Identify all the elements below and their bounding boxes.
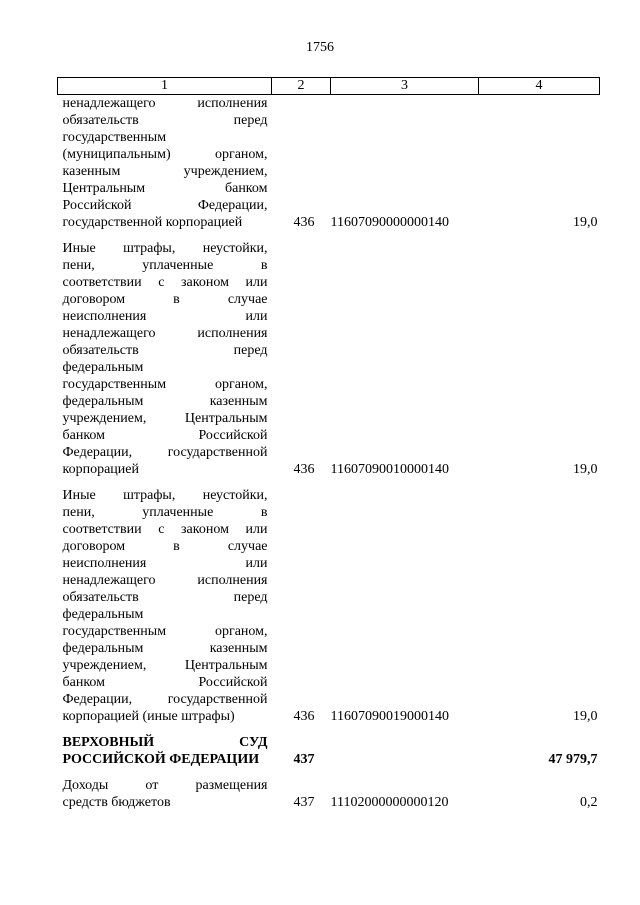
row-spacer xyxy=(58,231,600,240)
description-line: банком Российской xyxy=(62,675,268,690)
row-spacer xyxy=(58,768,600,777)
row-description xyxy=(58,777,272,811)
description-line: обязательств перед xyxy=(62,343,268,358)
row-amount: 19,0 xyxy=(573,709,598,724)
description-line: договором в случае xyxy=(62,292,268,307)
page-number: 1756 xyxy=(306,40,334,55)
row-admin-code: 437 xyxy=(293,795,315,810)
row-amount: 19,0 xyxy=(573,215,598,230)
description-line: Доходы от размещения xyxy=(62,778,268,793)
description-line: соответствии с законом или xyxy=(62,522,268,537)
revenue-table xyxy=(57,77,600,811)
description-line: Федерации, государственной xyxy=(62,692,268,707)
description-line: федеральным казенным xyxy=(62,394,268,409)
row-amount: 47 979,7 xyxy=(548,752,598,767)
row-admin-code: 436 xyxy=(293,709,315,724)
row-budget-code: 11607090010000140 xyxy=(330,462,449,477)
description-line: государственным xyxy=(62,130,167,145)
description-line: неисполнения или xyxy=(62,309,268,324)
table-row xyxy=(58,777,600,811)
description-line: федеральным казенным xyxy=(62,641,268,656)
description-line: ненадлежащего исполнения xyxy=(62,96,268,111)
table-row xyxy=(58,240,600,478)
row-admin-code: 436 xyxy=(293,215,315,230)
description-line: Центральным банком xyxy=(62,181,268,196)
column-header-3: 3 xyxy=(331,78,479,95)
column-header-4: 4 xyxy=(479,78,600,95)
description-line: неисполнения или xyxy=(62,556,268,571)
description-line: государственной корпорацией xyxy=(62,215,243,230)
row-description xyxy=(58,734,272,768)
row-spacer xyxy=(58,725,600,734)
description-line: федеральным xyxy=(62,607,144,622)
description-line: корпорацией xyxy=(62,462,139,477)
description-line: федеральным xyxy=(62,360,144,375)
column-header-1: 1 xyxy=(58,78,272,95)
row-description xyxy=(58,487,272,725)
description-line: учреждением, Центральным xyxy=(62,411,268,426)
description-line: ненадлежащего исполнения xyxy=(62,326,268,341)
description-line: обязательств перед xyxy=(62,113,268,128)
description-line: Иные штрафы, неустойки, xyxy=(62,241,268,256)
row-description xyxy=(58,95,272,232)
description-line: (муниципальным) органом, xyxy=(62,147,268,162)
row-amount: 0,2 xyxy=(580,795,598,810)
row-admin-code: 436 xyxy=(293,462,315,477)
description-line: государственным органом, xyxy=(62,377,268,392)
description-line: банком Российской xyxy=(62,428,268,443)
description-line: корпорацией (иные штрафы) xyxy=(62,709,235,724)
table-row xyxy=(58,734,600,768)
row-amount: 19,0 xyxy=(573,462,598,477)
description-line: РОССИЙСКОЙ ФЕДЕРАЦИИ xyxy=(62,752,260,767)
description-line: соответствии с законом или xyxy=(62,275,268,290)
description-line: договором в случае xyxy=(62,539,268,554)
row-spacer xyxy=(58,478,600,487)
table-body xyxy=(58,95,600,812)
row-budget-code: 11102000000000120 xyxy=(330,795,449,810)
table-header-row xyxy=(58,78,600,95)
description-line: ненадлежащего исполнения xyxy=(62,573,268,588)
description-line: обязательств перед xyxy=(62,590,268,605)
row-budget-code xyxy=(331,734,479,768)
description-line: Иные штрафы, неустойки, xyxy=(62,488,268,503)
table-row xyxy=(58,95,600,232)
description-line: учреждением, Центральным xyxy=(62,658,268,673)
row-budget-code: 11607090000000140 xyxy=(330,215,449,230)
description-line: средств бюджетов xyxy=(62,795,171,810)
description-line: Российской Федерации, xyxy=(62,198,268,213)
description-line: ВЕРХОВНЫЙ СУД xyxy=(62,735,268,750)
column-header-2: 2 xyxy=(272,78,331,95)
description-line: государственным органом, xyxy=(62,624,268,639)
table-row xyxy=(58,487,600,725)
row-description xyxy=(58,240,272,478)
row-budget-code: 11607090019000140 xyxy=(330,709,449,724)
description-line: пени, уплаченные в xyxy=(62,505,268,520)
row-admin-code: 437 xyxy=(293,752,315,767)
description-line: Федерации, государственной xyxy=(62,445,268,460)
description-line: казенным учреждением, xyxy=(62,164,268,179)
description-line: пени, уплаченные в xyxy=(62,258,268,273)
